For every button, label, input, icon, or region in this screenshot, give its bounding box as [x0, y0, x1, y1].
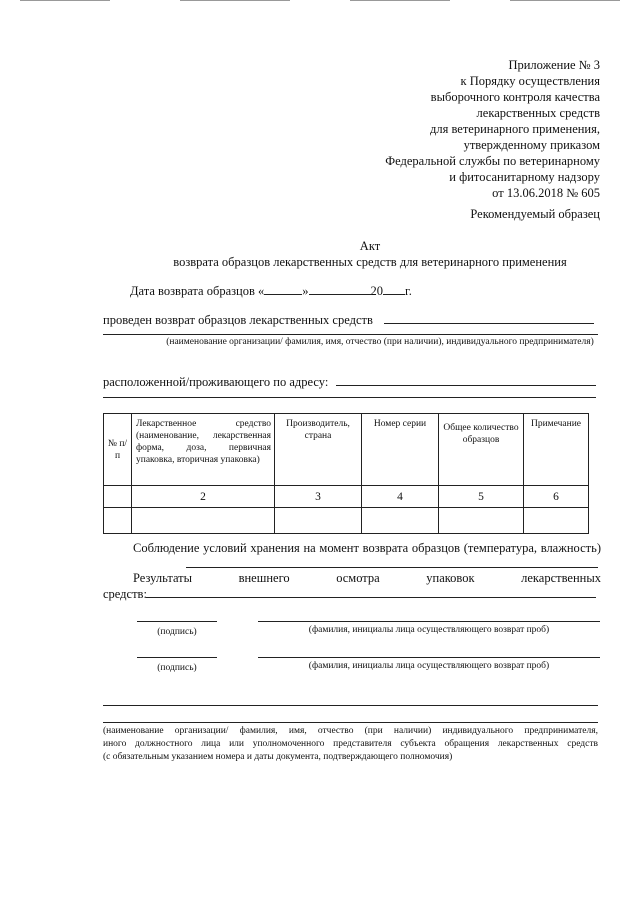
- storage-text-wrap: [133, 540, 601, 556]
- annex-line: для ветеринарного применения,: [430, 122, 600, 136]
- col-number-index: [104, 486, 132, 508]
- returned-label: проведен возврат образцов лекарственных средств: [103, 313, 373, 327]
- col-drug-index: 2: [132, 486, 275, 508]
- annex-line: Федеральной службы по ветеринарному: [385, 154, 600, 168]
- table-number-row: [104, 486, 589, 508]
- footer-caption-3: (с обязательным указанием номера и даты документа, подтверждающего полномочия): [103, 752, 453, 762]
- annex-line: к Порядку осуществления: [460, 74, 600, 88]
- address-field[interactable]: [336, 385, 596, 386]
- org-field-1[interactable]: [103, 705, 598, 706]
- col-drug-header-text: Лекарственное средство (наименование, лекарственная форма, доза, первичная упаковка, вторичная упаковка): [136, 419, 271, 465]
- col-series-header: Номер серии: [362, 414, 439, 486]
- inspection-text: Результаты внешнего осмотра упаковок лекарственных: [133, 571, 601, 585]
- signature-caption-1: (подпись): [157, 627, 197, 637]
- address-label: расположенной/проживающего по адресу:: [103, 375, 329, 389]
- signature-field-1[interactable]: [137, 621, 217, 622]
- act-subtitle: возврата образцов лекарственных средств для ветеринарного применения: [173, 255, 567, 269]
- date-label: Дата возврата образцов «: [130, 284, 265, 298]
- col-quantity-index: 5: [439, 486, 524, 508]
- date-quote: »: [302, 284, 309, 298]
- col-manufacturer-index: 3: [275, 486, 362, 508]
- table-cell[interactable]: [524, 508, 589, 534]
- address-field-2[interactable]: [103, 397, 596, 398]
- col-note-index: 6: [524, 486, 589, 508]
- annex-line: лекарственных средств: [476, 106, 600, 120]
- storage-text: Соблюдение условий хранения на момент возврата образцов (температура, влажность): [133, 541, 601, 555]
- signature-caption-2: (подпись): [157, 663, 197, 673]
- date-year-field[interactable]: [383, 283, 405, 295]
- act-title: Акт: [359, 239, 381, 253]
- col-series-index: 4: [362, 486, 439, 508]
- table-cell[interactable]: [362, 508, 439, 534]
- annex-line: выборочного контроля качества: [430, 90, 600, 104]
- org-field-2[interactable]: [103, 722, 598, 723]
- date-line: [130, 283, 412, 299]
- annex-line: и фитосанитарному надзору: [449, 170, 600, 184]
- returned-line: [103, 312, 373, 328]
- samples-table: [103, 413, 589, 534]
- name-field-1[interactable]: [258, 621, 600, 622]
- table-row: [104, 508, 589, 534]
- signature-field-2[interactable]: [137, 657, 217, 658]
- name-caption-1: (фамилия, инициалы лица осуществляющего возврат проб): [308, 625, 550, 635]
- annex-line: Приложение № 3: [508, 58, 600, 72]
- col-note-header: Примечание: [524, 414, 589, 486]
- date-year-prefix: 20: [370, 284, 384, 298]
- storage-field[interactable]: [186, 567, 598, 568]
- recommended-label: Рекомендуемый образец: [470, 207, 600, 221]
- footer-caption-1: (наименование организации/ фамилия, имя, отчество (при наличии) индивидуального предпринимателя,: [103, 726, 598, 736]
- footer-caption-2: иного должностного лица или уполномоченного представителя субъекта обращения лекарственных средств: [103, 739, 598, 749]
- col-quantity-header: Общее количество образцов: [439, 414, 524, 486]
- date-suffix: г.: [405, 284, 412, 298]
- col-manufacturer-header: Производитель, страна: [275, 414, 362, 486]
- table-header-row: [104, 414, 589, 486]
- col-number-header: № п/п: [104, 414, 132, 486]
- date-month-field[interactable]: [309, 283, 371, 295]
- table-cell[interactable]: [439, 508, 524, 534]
- table-cell[interactable]: [275, 508, 362, 534]
- annex-line: утвержденному приказом: [463, 138, 600, 152]
- returned-field[interactable]: [384, 323, 594, 324]
- returned-field-2[interactable]: [103, 334, 598, 335]
- name-field-2[interactable]: [258, 657, 600, 658]
- annex-line: от 13.06.2018 № 605: [492, 186, 600, 200]
- table-cell[interactable]: [132, 508, 275, 534]
- date-day-field[interactable]: [264, 283, 302, 295]
- inspection-field[interactable]: [146, 597, 596, 598]
- org-caption: (наименование организации/ фамилия, имя, отчество (при наличии), индивидуального предпринимателя): [166, 337, 594, 347]
- name-caption-2: (фамилия, инициалы лица осуществляющего возврат проб): [308, 661, 550, 671]
- inspection-text-2: средств:: [103, 587, 147, 601]
- col-drug-header: [132, 414, 275, 486]
- table-cell[interactable]: [104, 508, 132, 534]
